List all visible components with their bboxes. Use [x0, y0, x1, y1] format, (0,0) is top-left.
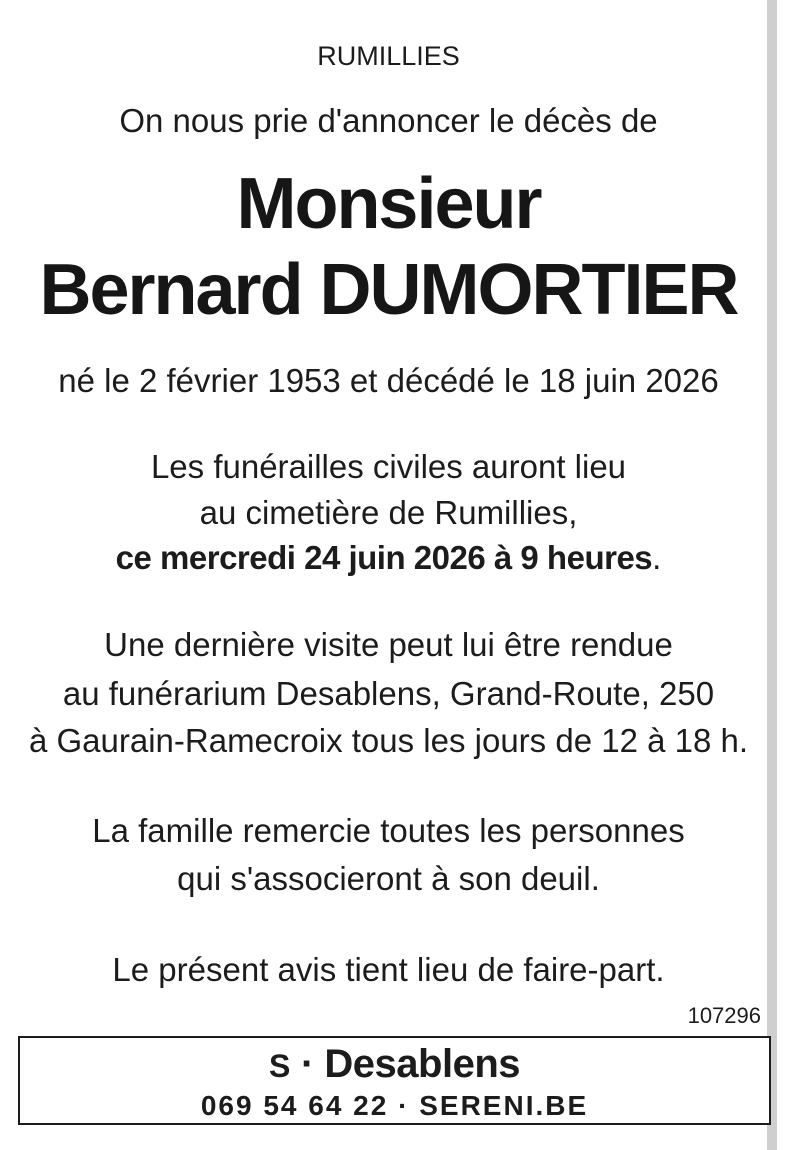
phone-number: 069 54 64 22 [200, 1090, 389, 1121]
location-heading: RUMILLIES [317, 41, 460, 71]
funeral-line-end: . [652, 539, 662, 576]
funeral-home-contact [20, 1090, 769, 1122]
deceased-title: Monsieur [236, 164, 541, 244]
reference-number: 107296 [687, 1003, 761, 1028]
funeral-line-2: au cimetière de Rumillies, [199, 494, 578, 531]
funeral-line-3 [0, 539, 777, 577]
thanks-line-1: La famille remercie toutes les personnes [92, 812, 685, 849]
thanks-line-2: qui s'associeront à son deuil. [177, 860, 600, 897]
notice-text: Le présent avis tient lieu de faire-part. [112, 951, 665, 988]
company-name: Desablens [324, 1042, 521, 1086]
intro-text: On nous prie d'annoncer le décès de [119, 102, 658, 139]
visit-line-1: Une dernière visite peut lui être rendue [104, 626, 673, 663]
deceased-name: Bernard DUMORTIER [39, 250, 738, 330]
logo-separator: · [300, 1042, 314, 1086]
funeral-line-1: Les funérailles civiles auront lieu [150, 448, 627, 485]
funeral-date-time: ce mercredi 24 juin 2026 à 9 heures [115, 539, 653, 576]
contact-separator: · [398, 1090, 410, 1121]
funeral-home-banner [18, 1036, 771, 1125]
website: SERENI.BE [419, 1090, 589, 1121]
visit-line-2: au funérarium Desablens, Grand-Route, 250 [62, 675, 715, 712]
birth-death-dates: né le 2 février 1953 et décédé le 18 juin 2026 [58, 362, 719, 399]
visit-line-3: à Gaurain-Ramecroix tous les jours de 12 à 18 h. [28, 722, 749, 759]
logo-letter: S [268, 1048, 291, 1084]
funeral-home-name [20, 1042, 769, 1087]
